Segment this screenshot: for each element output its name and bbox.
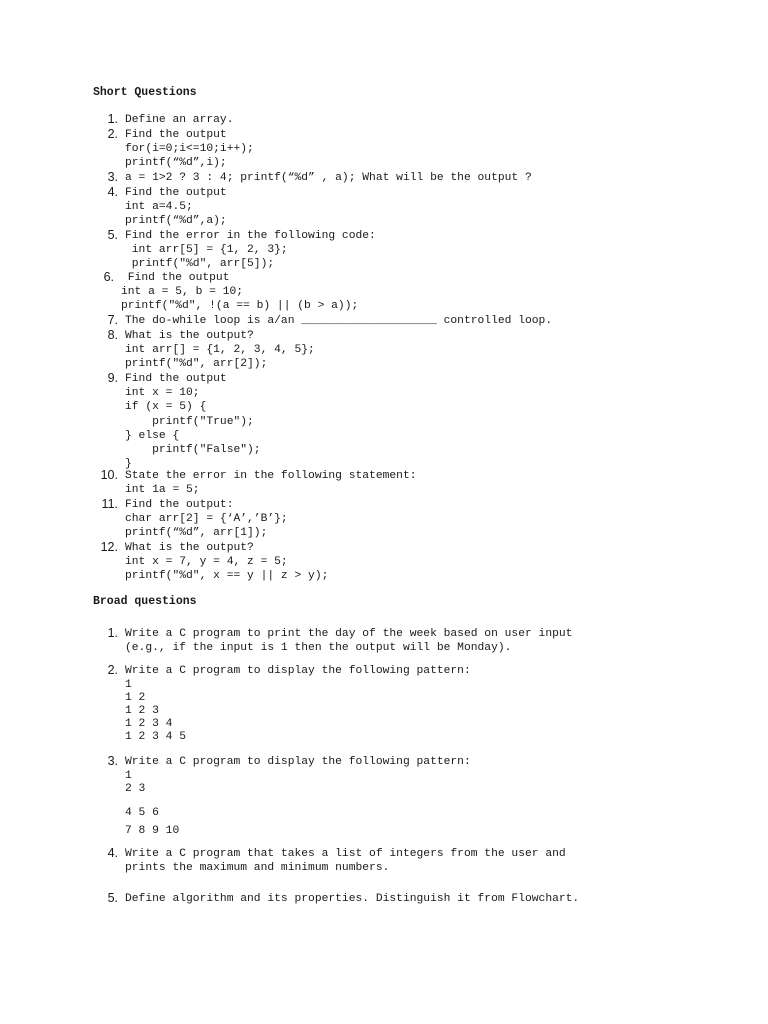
question-text: a = 1>2 ? 3 : 4; printf(“%d” , a); What will be the output ? (125, 172, 532, 184)
short-questions-heading: Short Questions (93, 86, 197, 99)
question-number: 12. (100, 540, 118, 554)
question-code-line: 1 2 3 4 5 (125, 731, 187, 743)
question-number: 9. (107, 371, 118, 385)
question-text: Find the output (121, 272, 230, 284)
question-number: 2. (107, 127, 118, 141)
question-text: Write a C program that takes a list of integers from the user and (125, 848, 566, 860)
question-number: 8. (107, 328, 118, 342)
question-code-line: 1 (125, 679, 132, 691)
question-code-line: 1 2 (125, 692, 146, 704)
question-text: Find the error in the following code: (125, 230, 376, 242)
question-code-line: int x = 7, y = 4, z = 5; (125, 556, 288, 569)
question-text: The do-while loop is a/an ____________________ controlled loop. (125, 315, 553, 327)
question-text: What is the output? (125, 542, 254, 554)
question-code-line: int arr[5] = {1, 2, 3}; (125, 244, 288, 257)
question-number: 4. (107, 185, 118, 199)
question-number: 10. (100, 468, 118, 482)
question-text: Find the output (125, 129, 227, 141)
question-number: 1. (107, 626, 118, 640)
question-code-line: 2 3 (125, 783, 146, 795)
broad-questions-heading: Broad questions (93, 595, 197, 608)
question-code-line: printf("%d", !(a == b) || (b > a)); (121, 300, 359, 313)
question-code-line: 7 8 9 10 (125, 825, 180, 837)
question-text: What is the output? (125, 330, 254, 342)
question-code-line: 1 2 3 (125, 705, 159, 717)
question-text: Find the output (125, 373, 227, 385)
question-text: Write a C program to print the day of the week based on user input (125, 628, 573, 640)
question-number: 5. (107, 891, 118, 905)
question-number: 3. (107, 754, 118, 768)
question-text: State the error in the following statement: (125, 470, 417, 482)
question-code-line: int a = 5, b = 10; (121, 286, 244, 299)
question-code-line: 4 5 6 (125, 807, 159, 819)
question-text: Define algorithm and its properties. Distinguish it from Flowchart. (125, 893, 580, 905)
question-code-line: printf("False"); (125, 444, 261, 456)
question-number: 6. (103, 270, 114, 284)
question-code-line: 1 (125, 770, 132, 782)
question-number: 11. (101, 497, 118, 511)
question-code-line: } else { (125, 429, 180, 442)
question-code-line: for(i=0;i<=10;i++); (125, 143, 254, 156)
question-code-line: printf(“%d”,a); (125, 215, 227, 228)
question-code-line: (e.g., if the input is 1 then the output will be Monday). (125, 642, 512, 654)
question-code-line: printf("%d", x == y || z > y); (125, 570, 329, 583)
question-code-line: 1 2 3 4 (125, 718, 173, 730)
question-code-line: if (x = 5) { (125, 401, 207, 414)
question-code-line: printf(“%d”, arr[1]); (125, 527, 268, 540)
question-number: 2. (107, 663, 118, 677)
question-text: Write a C program to display the following pattern: (125, 665, 471, 677)
question-text: Write a C program to display the following pattern: (125, 756, 471, 768)
question-code-line: int 1a = 5; (125, 484, 200, 497)
question-number: 1. (107, 112, 118, 126)
question-code-line: printf("%d", arr[5]); (125, 258, 275, 271)
question-code-line: int x = 10; (125, 387, 200, 400)
question-code-line: } (125, 458, 132, 471)
question-code-line: char arr[2] = {‘A’,’B’}; (125, 513, 288, 526)
question-code-line: int a=4.5; (125, 201, 193, 214)
question-code-line: printf(“%d”,i); (125, 157, 227, 170)
question-text: Find the output (125, 187, 227, 199)
question-code-line: prints the maximum and minimum numbers. (125, 862, 390, 874)
question-code-line: int arr[] = {1, 2, 3, 4, 5}; (125, 344, 315, 357)
question-text: Define an array. (125, 114, 234, 126)
question-number: 7. (107, 313, 118, 327)
question-number: 3. (107, 170, 118, 184)
question-number: 4. (107, 846, 118, 860)
question-code-line: printf("%d", arr[2]); (125, 358, 268, 371)
question-text: Find the output: (125, 499, 234, 511)
question-number: 5. (107, 228, 118, 242)
question-code-line: printf("True"); (125, 415, 254, 428)
